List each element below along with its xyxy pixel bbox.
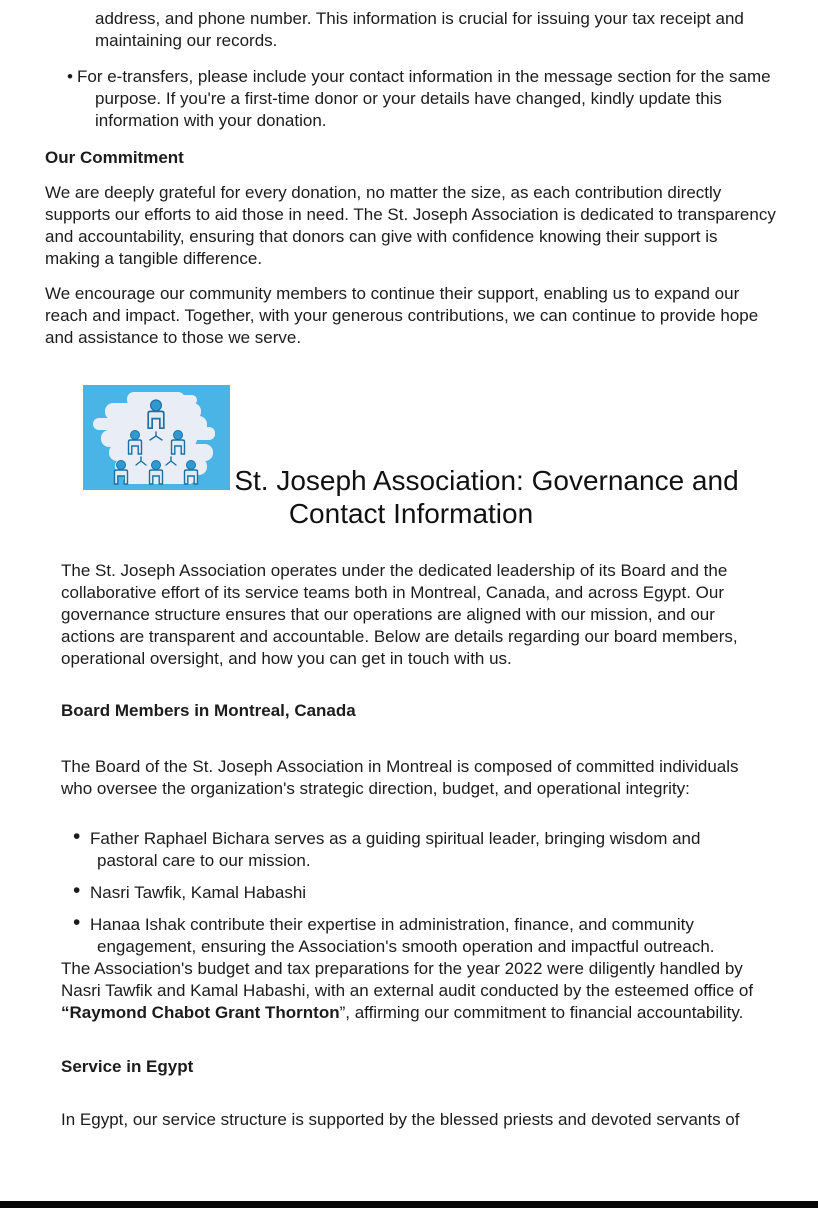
board-member-item: • Hanaa Ishak contribute their expertise in administration, finance, and community engagement, ensuring the Association's smooth operation and impactful outreach. <box>61 914 761 958</box>
audit-paragraph <box>61 958 761 1024</box>
governance-intro-paragraph: The St. Joseph Association operates under the dedicated leadership of its Board and the collaborative effort of its service teams both in Montreal, Canada, and across Egypt. Our governance structure ensures that our operations are aligned with our mission, and our actions are transparent and accountable. Below are details regarding our board members, operational oversight, and how you can get in touch with us. <box>61 561 738 669</box>
donation-info-section <box>45 8 777 349</box>
board-members-list <box>61 828 761 958</box>
donor-contact-note: address, and phone number. This information is crucial for issuing your tax receipt and maintaining our records. <box>95 9 744 50</box>
audit-text-suffix: ”, affirming our commitment to financial accountability. <box>339 1003 744 1023</box>
document-page <box>0 8 818 1208</box>
bottom-divider-bar <box>0 1201 818 1208</box>
governance-section <box>61 385 761 1131</box>
board-intro-paragraph: The Board of the St. Joseph Association in Montreal is composed of committed individuals who oversee the organization's strategic direction, budget, and operational integrity: <box>61 757 739 799</box>
commitment-paragraph-1: We are deeply grateful for every donation, no matter the size, as each contribution directly supports our efforts to aid those in need. The St. Joseph Association is dedicated to transparency and accountability, ensuring that donors can give with confidence knowing their support is making a tangible difference. <box>45 183 776 268</box>
board-member-item: • Nasri Tawfik, Kamal Habashi <box>61 882 761 904</box>
commitment-heading: Our Commitment <box>45 148 184 167</box>
etransfer-bullet-item <box>67 66 777 132</box>
governance-title-text: St. Joseph Association: Governance and Contact Information <box>234 465 739 530</box>
board-members-heading: Board Members in Montreal, Canada <box>61 701 356 721</box>
auditor-name: “Raymond Chabot Grant Thornton <box>61 1003 340 1023</box>
etransfer-bullet-text: For e-transfers, please include your contact information in the message section for the same purpose. If you're a first-time donor or your details have changed, kindly update this information with your donation. <box>77 67 771 130</box>
org-chart-image <box>83 385 230 490</box>
board-member-item: • Father Raphael Bichara serves as a guiding spiritual leader, bringing wisdom and pastoral care to our mission. <box>61 828 761 872</box>
commitment-paragraph-2: We encourage our community members to continue their support, enabling us to expand our reach and impact. Together, with your generous contributions, we can continue to provide hope and assistance to those we serve. <box>45 284 759 347</box>
service-egypt-paragraph: In Egypt, our service structure is supported by the blessed priests and devoted servants of <box>61 1110 740 1130</box>
service-egypt-heading: Service in Egypt <box>61 1057 194 1077</box>
bullet-icon: • <box>67 67 73 86</box>
audit-text-prefix: The Association's budget and tax preparations for the year 2022 were diligently handled by Nasri Tawfik and Kamal Habashi, with an external audit conducted by the esteemed office of <box>61 959 754 1001</box>
governance-title <box>61 385 761 530</box>
